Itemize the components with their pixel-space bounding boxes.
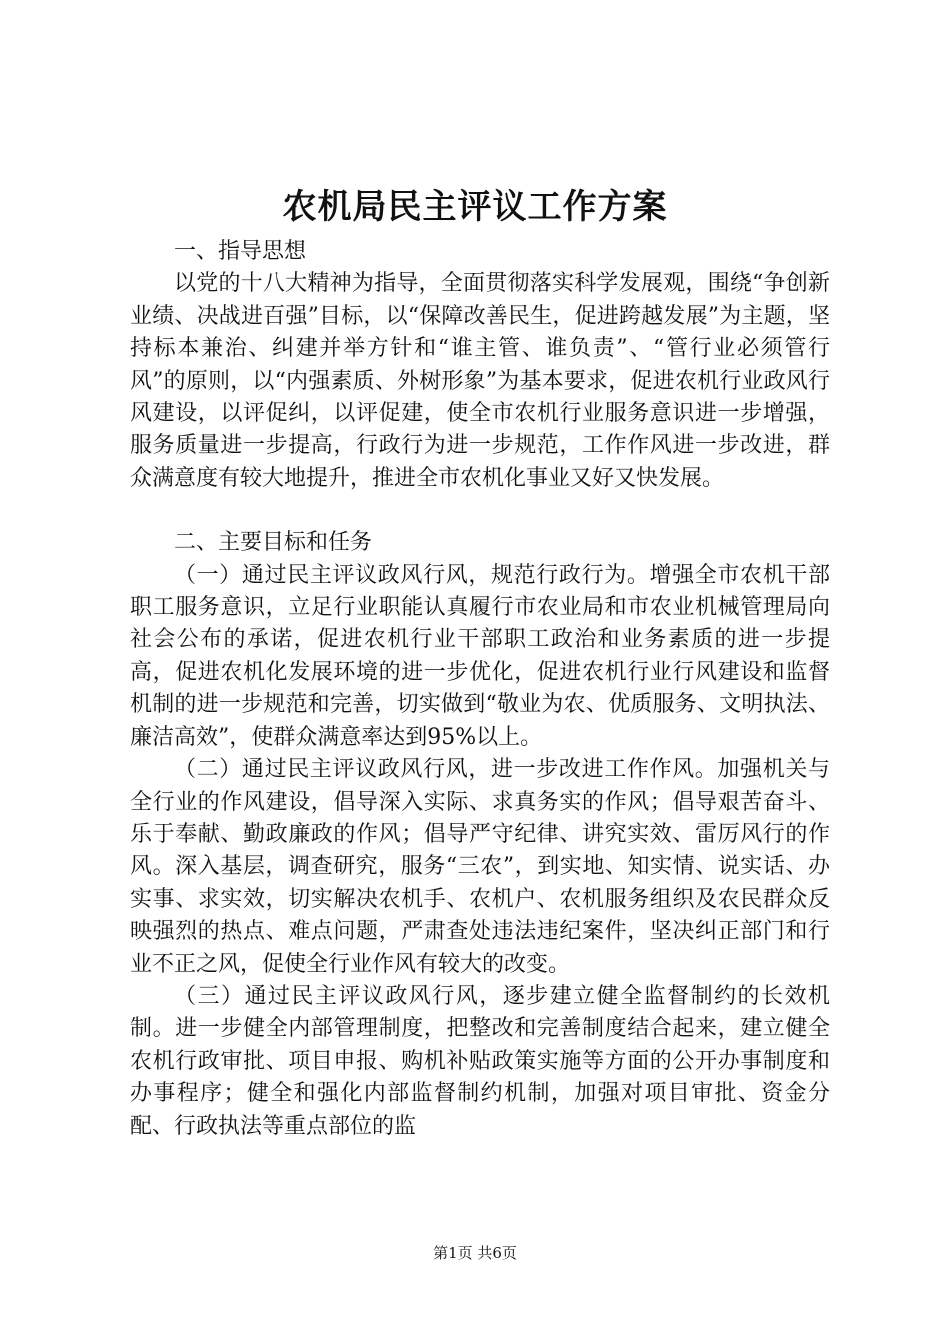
task-item-1: （一）通过民主评议政风行风，规范行政行为。增强全市农机干部职工服务意识，立足行业职能认真履行市农业局和市农业机械管理局向社会公布的承诺，促进农机行业干部职工政治和业务素质的进一步提高，促进农机化发展环境的进一步优化，促进农机行业行风建设和监督机制的进一步规范和完善，切实做到“敬业为农、优质服务、文明执法、廉洁高效”，使群众满意率达到95%以上。 (130, 562, 830, 750)
section-heading-goals-tasks: 二、主要目标和任务 (174, 530, 373, 556)
section-heading-guiding-ideology: 一、指导思想 (174, 239, 307, 264)
page-number-footer: 第1页 共6页 (433, 1244, 517, 1262)
paragraph-spacer (130, 495, 830, 527)
task-item-3: （三）通过民主评议政风行风，逐步建立健全监督制约的长效机制。进一步健全内部管理制度，把整改和完善制度结合起来，建立健全农机行政审批、项目申报、购机补贴政策实施等方面的公开办事制度和办事程序；健全和强化内部监督制约机制，加强对项目审批、资金分配、行政执法等重点部位的监 (130, 983, 830, 1139)
paragraph-guiding-ideology: 以党的十八大精神为指导，全面贯彻落实科学发展观，围绕“争创新业绩、决战进百强”目标，以“保障改善民生，促进跨越发展”为主题，坚持标本兼治、纠建并举方针和“谁主管、谁负责”、“管行业必须管行风”的原则，以“内强素质、外树形象”为基本要求，促进农机行业政风行风建设，以评促纠，以评促建，使全市农机行业服务意识进一步增强，服务质量进一步提高，行政行为进一步规范，工作作风进一步改进，群众满意度有较大地提升，推进全市农机化事业又好又快发展。 (130, 271, 830, 491)
document-title: 农机局民主评议工作方案 (282, 187, 668, 227)
task-item-2: （二）通过民主评议政风行风，进一步改进工作作风。加强机关与全行业的作风建设，倡导深入实际、求真务实的作风；倡导艰苦奋斗、乐于奉献、勤政廉政的作风；倡导严守纪律、讲究实效、雷厉风行的作风。深入基层，调查研究，服务“三农”，到实地、知实情、说实话、办实事、求实效，切实解决农机手、农机户、农机服务组织及农民群众反映强烈的热点、难点问题，严肃查处违法违纪案件，坚决纠正部门和行业不正之风，促使全行业作风有较大的改变。 (130, 757, 830, 977)
document-body (130, 236, 830, 1143)
